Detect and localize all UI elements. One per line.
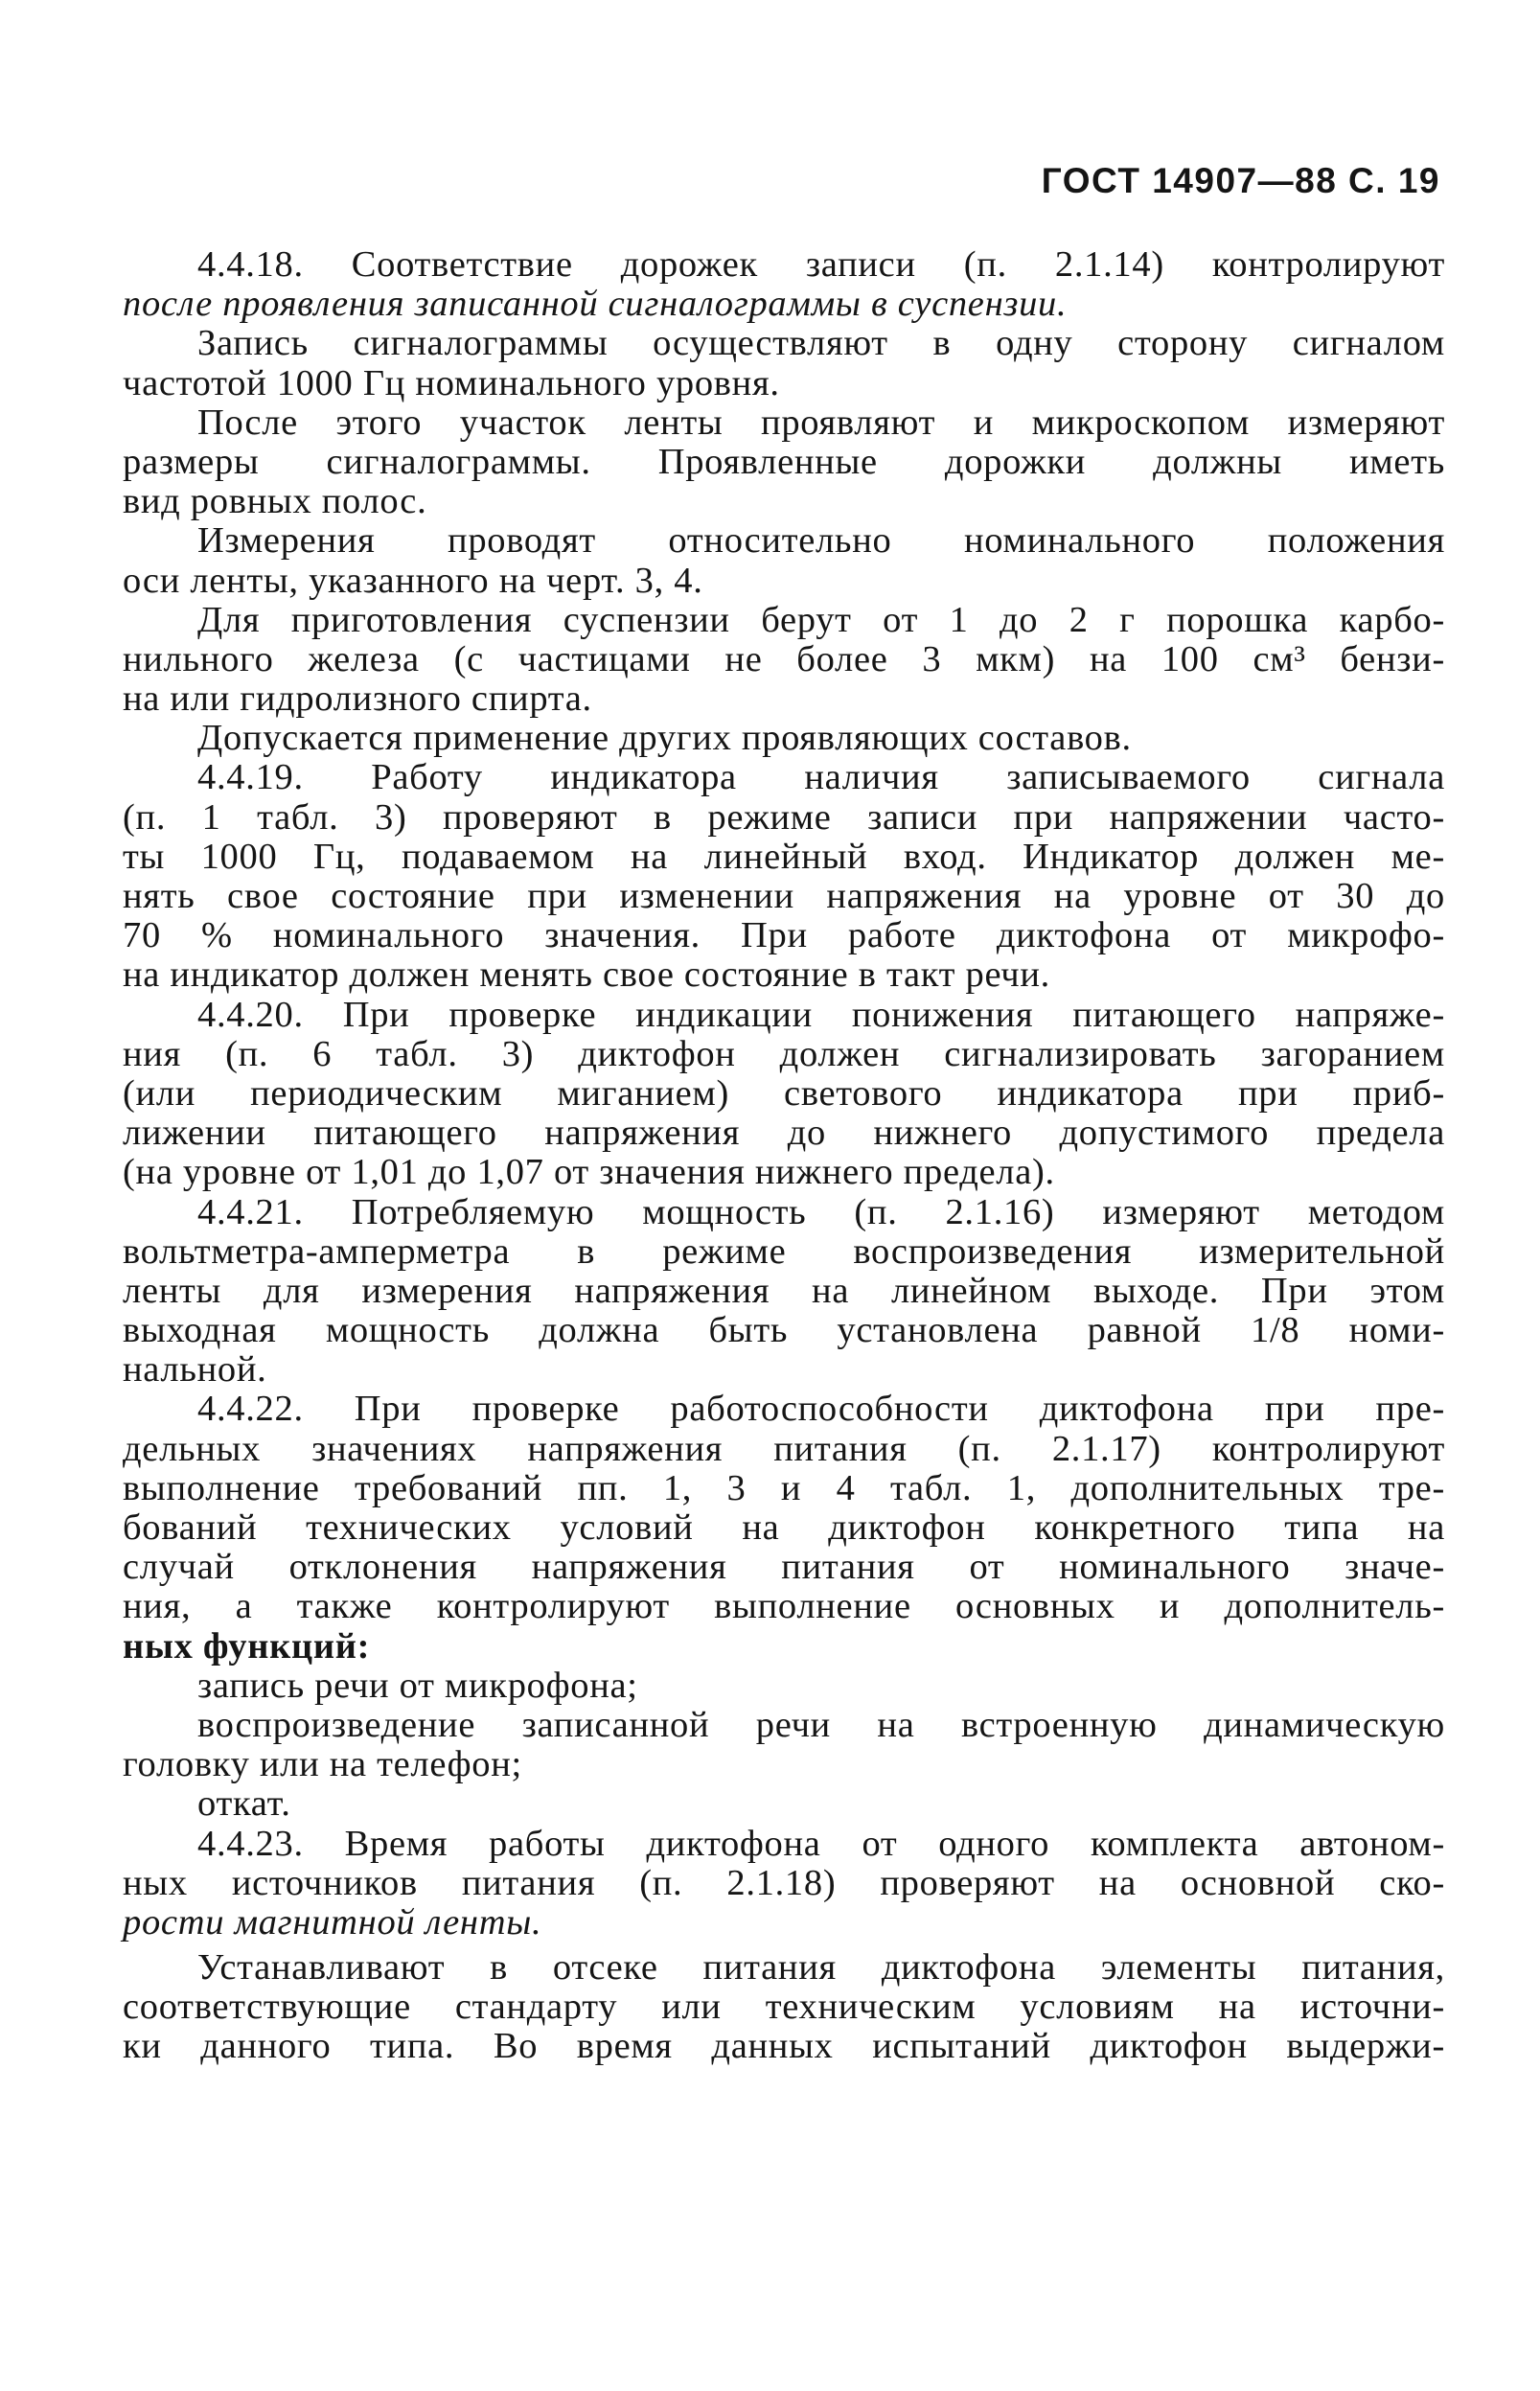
text-line-5: После этого участок ленты проявляют и микроскопом измеряют [197,402,1445,443]
text-line-19: на индикатор должен менять свое состояние в такт речи. [123,954,1050,996]
text-line-10: Для приготовления суспензии берут от 1 до 2 г порошка карбо- [197,599,1445,640]
text-line-24: (на уровне от 1,01 до 1,07 от значения нижнего предела). [123,1152,1055,1193]
text-line-40: откат. [197,1783,291,1825]
text-line-34: случай отклонения напряжения питания от номинального значе- [123,1547,1445,1588]
running-header: ГОСТ 14907—88 С. 19 [1041,161,1440,200]
text-line-42: ных источников питания (п. 2.1.18) проверяют на основной ско- [123,1862,1445,1903]
text-line-23: лижении питающего напряжения до нижнего допустимого предела [123,1113,1445,1154]
text-line-27: ленты для измерения напряжения на линейном выходе. При этом [123,1270,1445,1311]
text-line-16: ты 1000 Гц, подаваемом на линейный вход. Индикатор должен ме- [123,836,1445,877]
text-line-38: воспроизведение записанной речи на встроенную динамическую [197,1704,1445,1745]
text-line-43: рости магнитной ленты. [123,1901,542,1943]
text-line-3: Запись сигналограммы осуществляют в одну сторону сигналом [197,323,1445,364]
text-line-6: размеры сигналограммы. Проявленные дорожки должны иметь [123,441,1445,482]
text-line-12: на или гидролизного спирта. [123,678,592,720]
text-line-11: нильного железа (с частицами не более 3 мкм) на 100 см³ бензи- [123,638,1445,679]
text-line-17: нять свое состояние при изменении напряжения на уровне от 30 до [123,876,1445,916]
text-line-28: выходная мощность должна быть установлена равной 1/8 номи- [123,1310,1445,1351]
text-line-2: после проявления записанной сигналограммы в суспензии. [123,284,1068,325]
text-line-15: (п. 1 табл. 3) проверяют в режиме записи при напряжении часто- [123,796,1445,838]
body-text [123,245,1445,2067]
text-line-26: вольтметра-амперметра в режиме воспроизведения измерительной [123,1230,1445,1272]
text-line-30: 4.4.22. При проверке работоспособности диктофона при пре- [197,1389,1445,1430]
text-line-44: Устанавливают в отсеке питания диктофона элементы питания, [197,1947,1445,1989]
text-line-29: нальной. [123,1349,267,1391]
text-line-7: вид ровных полос. [123,481,427,522]
text-line-45: соответствующие стандарту или техническим условиям на источни- [123,1987,1445,2028]
text-line-35: ния, а также контролируют выполнение основных и дополнитель- [123,1586,1445,1627]
text-line-9: оси ленты, указанного на черт. 3, 4. [123,560,703,601]
text-line-32: выполнение требований пп. 1, 3 и 4 табл. 1, дополнительных тре- [123,1467,1445,1508]
text-line-20: 4.4.20. При проверке индикации понижения питающего напряже- [197,994,1445,1035]
text-line-13: Допускается применение других проявляющих составов. [197,718,1132,759]
text-line-46: ки данного типа. Во время данных испытаний диктофон выдержи- [123,2026,1445,2067]
text-line-22: (или периодическим миганием) светового индикатора при приб- [123,1072,1445,1114]
text-line-41: 4.4.23. Время работы диктофона от одного комплекта автоном- [197,1823,1445,1864]
text-line-1: 4.4.18. Соответствие дорожек записи (п. 2.1.14) контролируют [197,244,1445,285]
text-line-14: 4.4.19. Работу индикатора наличия записываемого сигнала [197,757,1445,798]
text-line-31: дельных значениях напряжения питания (п. 2.1.17) контролируют [123,1428,1445,1469]
text-line-21: ния (п. 6 табл. 3) диктофон должен сигнализировать загоранием [123,1033,1445,1074]
text-line-25: 4.4.21. Потребляемую мощность (п. 2.1.16) измеряют методом [197,1191,1445,1232]
text-line-37: запись речи от микрофона; [197,1665,638,1706]
text-line-36: ных функций: [123,1625,371,1667]
text-line-39: головку или на телефон; [123,1744,522,1785]
text-line-4: частотой 1000 Гц номинального уровня. [123,362,780,403]
text-line-8: Измерения проводят относительно номинального положения [197,520,1445,562]
text-line-18: 70 % номинального значения. При работе диктофона от микрофо- [123,915,1445,956]
text-line-33: бований технических условий на диктофон конкретного типа на [123,1507,1445,1548]
